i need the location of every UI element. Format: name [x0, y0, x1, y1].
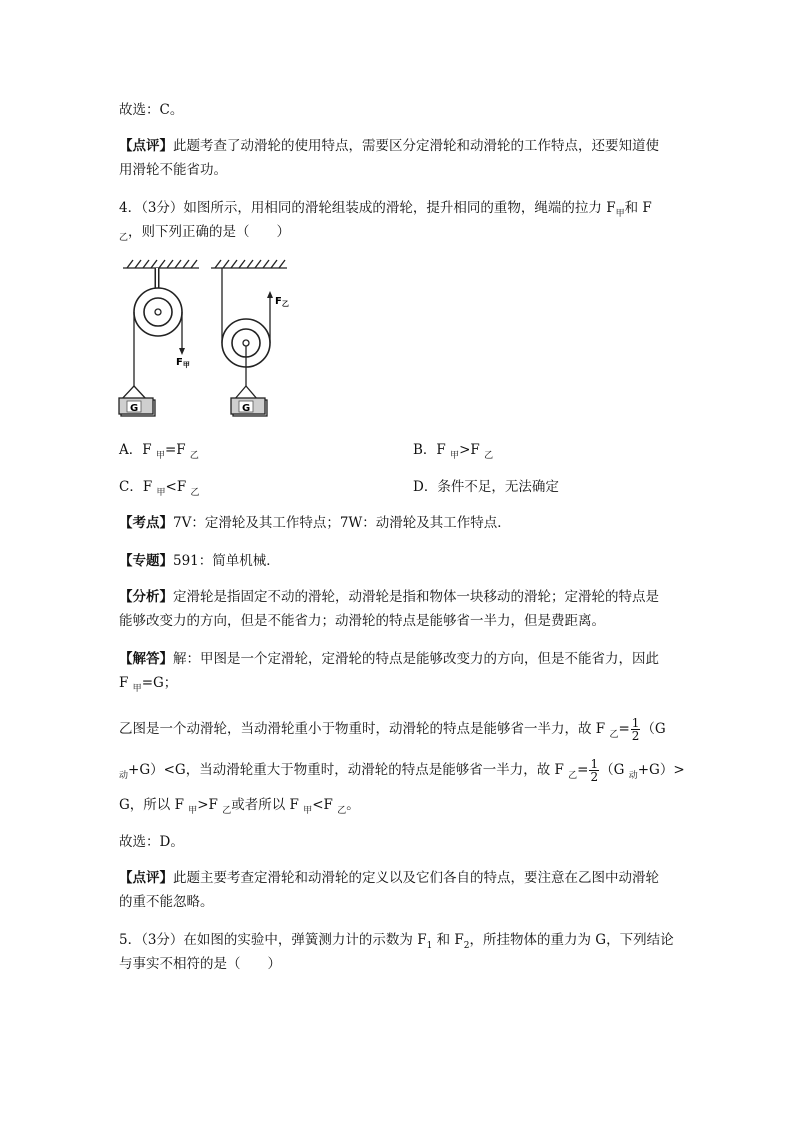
- answer-line-q3: [119, 100, 183, 120]
- review-q4: [119, 868, 659, 888]
- jieda-text: +G）<G，当动滑轮重大于物重时，动滑轮的特点是能够省一半力，故 F: [128, 762, 569, 778]
- review-tag: 【点评】: [119, 870, 173, 886]
- zhuanti-text: 591：简单机械．: [173, 553, 280, 569]
- zhuanti-tag: 【专题】: [119, 553, 173, 569]
- jieda-text: >F: [197, 797, 223, 813]
- jieda-text: G，所以 F: [119, 797, 189, 813]
- force-label-jia: $F_甲$: [176, 357, 190, 369]
- pulley-figure: [115, 258, 295, 423]
- option-text: <F: [165, 479, 191, 495]
- fraction-numerator: 1: [590, 757, 599, 771]
- jieda-text: 解：甲图是一个定滑轮，定滑轮的特点是能够改变力的方向，但是不能省力，因此: [173, 651, 659, 667]
- fenxi-text: 能够改变力的方向，但是不能省力；动滑轮的特点是能够省一半力，但是费距离。: [119, 613, 605, 629]
- force-label-yi: $F_乙$: [275, 296, 289, 308]
- answer-text: 故选：C。: [119, 102, 184, 118]
- subscript: 乙: [484, 451, 494, 461]
- jieda-text: +G）>: [637, 762, 685, 778]
- movable-pulley: [222, 268, 289, 386]
- subscript: 2: [463, 941, 470, 951]
- q4-text: 和 F: [624, 200, 652, 216]
- option-text: >F: [459, 442, 485, 458]
- yi-line2: [119, 757, 685, 785]
- option-text: A．F: [119, 442, 156, 458]
- question-5-line1: [119, 930, 674, 952]
- zhuanti: [119, 551, 280, 571]
- question-4-line2: [119, 222, 290, 244]
- kaodian: [119, 513, 511, 533]
- subscript: 甲: [188, 806, 198, 816]
- jieda-text: =G；: [141, 675, 178, 691]
- option-d[interactable]: [413, 477, 559, 497]
- review-text: 此题主要考查定滑轮和动滑轮的定义以及它们各自的特点，要注意在乙图中动滑轮: [173, 870, 659, 886]
- jieda-text: （G: [600, 762, 629, 778]
- weight-label: G: [130, 403, 139, 414]
- fraction-denominator: 2: [631, 729, 640, 743]
- fraction-half: [631, 717, 641, 742]
- kaodian-tag: 【考点】: [119, 515, 173, 531]
- fixed-pulley: [134, 268, 190, 386]
- question-5-line2: [119, 954, 281, 974]
- jieda-text: 乙图是一个动滑轮，当动滑轮重小于物重时，动滑轮的特点是能够省一半力，故 F: [119, 721, 610, 737]
- subscript: 乙: [568, 771, 578, 781]
- jieda-text: 。: [346, 797, 360, 813]
- q4-text: 4．（3分）如图所示，用相同的滑轮组装成的滑轮，提升相同的重物，绳端的拉力 F: [119, 200, 616, 216]
- q5-text: 和 F: [432, 932, 464, 948]
- answer-line-q4: [119, 832, 184, 852]
- q5-text: ，所挂物体的重力为 G，下列结论: [469, 932, 674, 948]
- q4-text: ，则下列正确的是（ ）: [128, 224, 291, 240]
- fenxi: [119, 587, 659, 607]
- jieda-text: =: [577, 762, 589, 778]
- answer-text: 故选：D。: [119, 834, 184, 850]
- yi-line1: [119, 716, 666, 744]
- review-q3: [119, 136, 659, 156]
- fraction-denominator: 2: [590, 770, 599, 784]
- jieda-text: 或者所以 F: [231, 797, 304, 813]
- subscript: 甲: [615, 209, 625, 219]
- subscript: 甲: [303, 806, 313, 816]
- q5-text: 5．（3分）在如图的实验中，弹簧测力计的示数为 F: [119, 932, 427, 948]
- subscript: 1: [426, 941, 433, 951]
- fenxi-cont: [119, 611, 605, 631]
- jieda-text: =: [618, 721, 630, 737]
- subscript: 乙: [189, 451, 199, 461]
- jieda-tag: 【解答】: [119, 651, 173, 667]
- jieda-cont: [119, 673, 177, 695]
- q5-text: 与事实不相符的是（ ）: [119, 956, 281, 972]
- review-text: 用滑轮不能省功。: [119, 162, 227, 178]
- option-text: D．条件不足，无法确定: [413, 479, 559, 495]
- review-text: 的重不能忽略。: [119, 894, 214, 910]
- subscript: 甲: [156, 488, 166, 498]
- option-text: C．F: [119, 479, 157, 495]
- jieda: [119, 649, 659, 669]
- jieda-text: （G: [641, 721, 666, 737]
- weight-label: G: [242, 403, 251, 414]
- weight-block-left: [119, 386, 155, 416]
- jieda-text: <F: [312, 797, 338, 813]
- subscript: 乙: [190, 488, 200, 498]
- subscript: 动: [119, 771, 129, 781]
- ceiling-left: [123, 260, 199, 268]
- option-c[interactable]: [119, 477, 200, 499]
- subscript: 甲: [155, 451, 165, 461]
- ceiling-right: [211, 260, 287, 268]
- option-text: B．F: [413, 442, 451, 458]
- weight-block-right: [231, 386, 267, 416]
- fraction-numerator: 1: [631, 716, 640, 730]
- review-q4-cont: [119, 892, 214, 912]
- subscript: 乙: [119, 233, 129, 243]
- subscript: 动: [628, 771, 638, 781]
- subscript: 甲: [450, 451, 460, 461]
- subscript: 甲: [132, 684, 142, 694]
- fraction-half: [589, 758, 599, 783]
- option-text: =F: [164, 442, 190, 458]
- kaodian-text: 7V：定滑轮及其工作特点；7W：动滑轮及其工作特点．: [173, 515, 511, 531]
- yi-line3: [119, 795, 360, 817]
- review-q3-cont: [119, 160, 227, 180]
- subscript: 乙: [337, 806, 347, 816]
- fenxi-text: 定滑轮是指固定不动的滑轮，动滑轮是指和物体一块移动的滑轮；定滑轮的特点是: [173, 589, 659, 605]
- subscript: 乙: [609, 730, 619, 740]
- fenxi-tag: 【分析】: [119, 589, 173, 605]
- option-b[interactable]: [413, 440, 493, 462]
- review-text: 此题考查了动滑轮的使用特点，需要区分定滑轮和动滑轮的工作特点，还要知道使: [173, 138, 659, 154]
- question-4-line1: [119, 198, 652, 220]
- subscript: 乙: [222, 806, 232, 816]
- option-a[interactable]: [119, 440, 199, 462]
- jieda-text: F: [119, 675, 133, 691]
- review-tag: 【点评】: [119, 138, 173, 154]
